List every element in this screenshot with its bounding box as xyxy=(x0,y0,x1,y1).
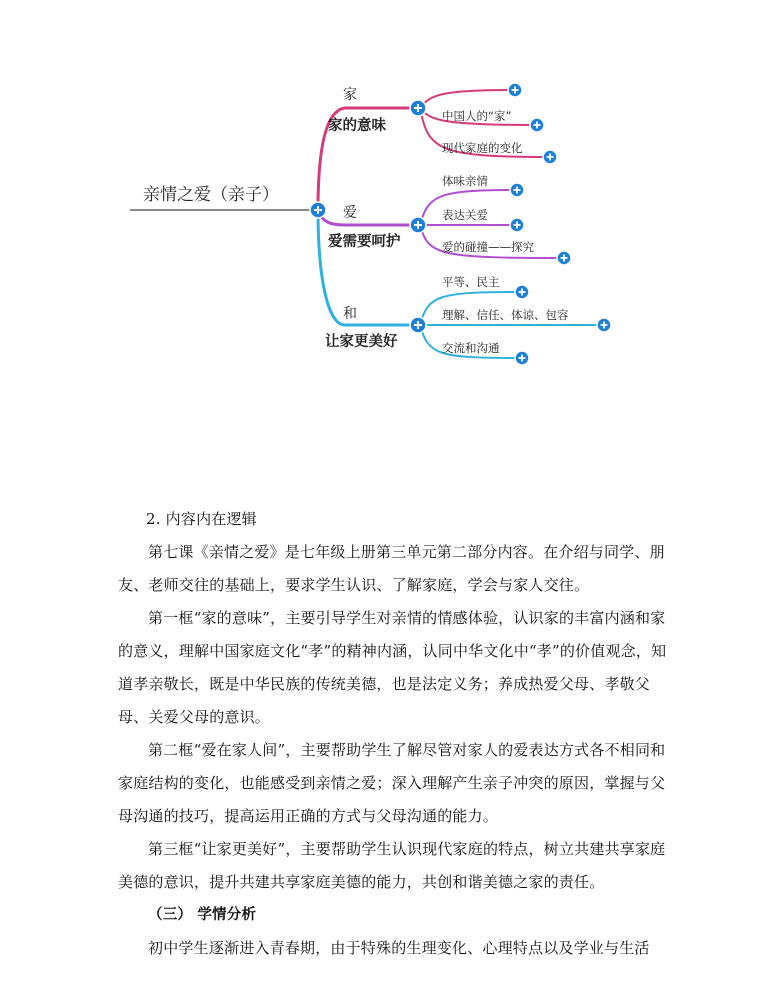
expand-node-leaf-3-3[interactable] xyxy=(515,351,529,365)
leaf-3-2: 理解、信任、体谅、包容 xyxy=(442,308,569,322)
branch-2-title-top: 爱 xyxy=(343,205,357,221)
leaf-2-3: 爱的碰撞——探究 xyxy=(442,240,534,254)
expand-node-leaf-2-1[interactable] xyxy=(510,183,524,197)
expand-node-leaf-3-2[interactable] xyxy=(597,318,611,332)
branch-1-title-top: 家 xyxy=(343,87,357,103)
expand-node-leaf-1-2[interactable] xyxy=(530,118,544,132)
branch-3-title-bottom: 让家更美好 xyxy=(325,334,398,350)
section-heading-logic: 2. 内容内在逻辑 xyxy=(146,510,257,528)
sub-line-1-1 xyxy=(420,90,512,108)
expand-node-leaf-2-3[interactable] xyxy=(557,251,571,265)
paragraph-2: 第一框“家的意味”，主要引导学生对亲情的情感体验，认识家的丰富内涵和家的意义，理解中国家庭文化“孝”的精神内涵，认同中华文化中“孝”的价值观念，知道孝亲敬长，既是中华民族的传统美德，也是法定义务；养成热爱父母、孝敬父母、关爱父母的意识。 xyxy=(118,609,667,726)
paragraph-5: 初中学生逐渐进入青春期，由于特殊的生理变化、心理特点以及学业与生活 xyxy=(148,939,650,957)
branch-2-title-bottom: 爱需要呵护 xyxy=(328,234,401,250)
expand-node-root[interactable] xyxy=(310,202,326,218)
leaf-2-1: 体味亲情 xyxy=(442,174,488,188)
branch-line-love xyxy=(318,210,415,225)
paragraph-4: 第三框“让家更美好”，主要帮助学生认识现代家庭的特点，树立共建共享家庭美德的意识，提升共建共享家庭美德的能力，共创和谐美德之家的责任。 xyxy=(118,840,666,891)
mind-map-root: 亲情之爱（亲子） xyxy=(143,185,279,205)
expand-node-leaf-3-1[interactable] xyxy=(515,285,529,299)
paragraph-3: 第二框“爱在家人间”，主要帮助学生了解尽管对家人的爱表达方式各不相同和家庭结构的变化，也能感受到亲情之爱；深入理解产生亲子冲突的原因，掌握与父母沟通的技巧，提高运用正确的方式与父母沟通的能力。 xyxy=(118,741,666,825)
leaf-3-1: 平等、民主 xyxy=(442,275,500,289)
expand-node-leaf-1-1[interactable] xyxy=(508,83,522,97)
expand-node-branch-1[interactable] xyxy=(410,100,426,116)
branch-line-harmony xyxy=(318,210,415,325)
expand-node-leaf-1-3[interactable] xyxy=(543,150,557,164)
leaf-2-2: 表达关爱 xyxy=(442,208,488,222)
branch-1-title-bottom: 家的意味 xyxy=(328,118,386,134)
mind-map xyxy=(0,0,770,400)
leaf-1-2: 中国人的“家” xyxy=(442,109,512,123)
expand-node-leaf-2-2[interactable] xyxy=(510,218,524,232)
expand-node-branch-2[interactable] xyxy=(410,217,426,233)
expand-node-branch-3[interactable] xyxy=(410,317,426,333)
document-body xyxy=(118,503,678,965)
paragraph-1: 第七课《亲情之爱》是七年级上册第三单元第二部分内容。在介绍与同学、朋友、老师交往的基础上，要求学生认识、了解家庭，学会与家人交往。 xyxy=(118,543,665,594)
branch-3-title-top: 和 xyxy=(343,306,357,322)
leaf-1-3: 现代家庭的变化 xyxy=(442,141,523,155)
leaf-3-3: 交流和沟通 xyxy=(442,341,500,355)
section-title-analysis: （三） 学情分析 xyxy=(148,907,257,923)
